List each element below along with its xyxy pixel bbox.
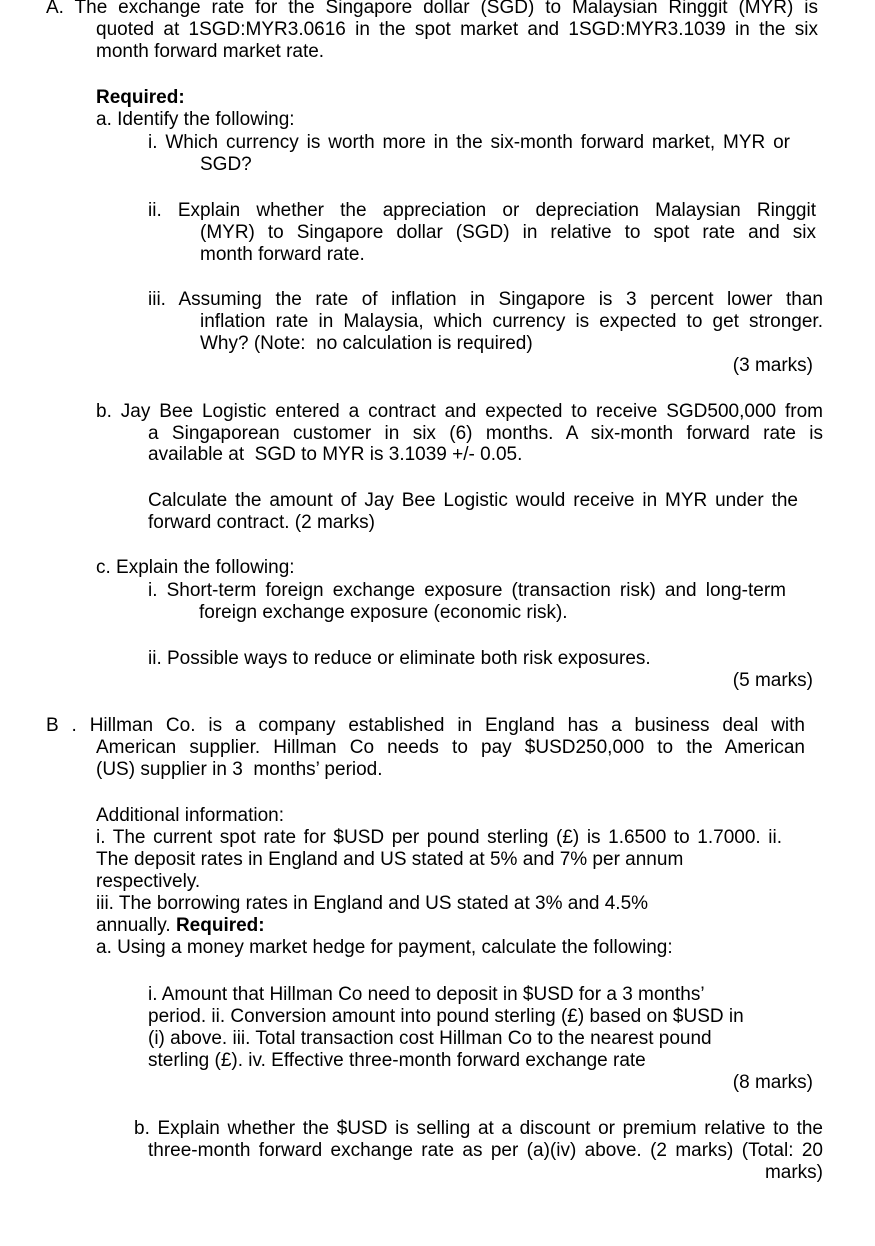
part-b-b-line2: three-month forward exchange rate as per (a)(iv) above. (2 marks) (Total: 20 xyxy=(148,1140,823,1161)
part-b-a-intro: a. Using a money market hedge for payment, calculate the following: xyxy=(96,937,673,958)
part-c-marks: (5 marks) xyxy=(732,670,813,691)
part-a-ii-line1: ii. Explain whether the appreciation or depreciation Malaysian Ringgit xyxy=(148,200,816,221)
part-b-a-line2: period. ii. Conversion amount into pound sterling (£) based on $USD in xyxy=(148,1006,744,1027)
part-b-line1: b. Jay Bee Logistic entered a contract and expected to receive SGD500,000 from xyxy=(96,401,823,422)
part-a-i-line2: SGD? xyxy=(200,154,252,175)
part-a-ii-line3: month forward rate. xyxy=(200,244,365,265)
info-line5 xyxy=(96,915,265,937)
part-a-iii-line3: Why? (Note: no calculation is required) xyxy=(200,333,533,354)
section-a-heading-line2: quoted at 1SGD:MYR3.0616 in the spot market and 1SGD:MYR3.1039 in the six xyxy=(96,19,818,40)
info-line4: iii. The borrowing rates in England and US stated at 3% and 4.5% xyxy=(96,893,649,914)
part-b-b-line3: marks) xyxy=(764,1162,823,1183)
section-b-heading-line2: American supplier. Hillman Co needs to pay $USD250,000 to the American xyxy=(96,737,805,758)
info-line2: The deposit rates in England and US stated at 5% and 7% per annum xyxy=(96,849,684,870)
part-b-a-marks: (8 marks) xyxy=(732,1072,813,1093)
part-a-iii-line2: inflation rate in Malaysia, which currency is expected to get stronger. xyxy=(200,311,823,332)
section-b-heading-line1: B . Hillman Co. is a company established in England has a business deal with xyxy=(46,715,805,736)
part-a-intro: a. Identify the following: xyxy=(96,109,295,130)
part-c-i-line2: foreign exchange exposure (economic risk). xyxy=(199,602,568,623)
part-b-b-line1: b. Explain whether the $USD is selling at a discount or premium relative to the xyxy=(134,1118,823,1139)
info-line5-text: annually. xyxy=(96,915,176,936)
part-c-ii-line1: ii. Possible ways to reduce or eliminate both risk exposures. xyxy=(148,648,651,669)
part-b-line2: a Singaporean customer in six (6) months. A six-month forward rate is xyxy=(148,423,823,444)
part-a-iii-line1: iii. Assuming the rate of inflation in Singapore is 3 percent lower than xyxy=(148,289,823,310)
section-a-heading-line3: month forward market rate. xyxy=(96,41,325,62)
part-b-a-line4: sterling (£). iv. Effective three-month forward exchange rate xyxy=(148,1050,646,1071)
part-b-calc-line2: forward contract. (2 marks) xyxy=(148,512,375,533)
part-b-line3: available at SGD to MYR is 3.1039 +/- 0.05. xyxy=(148,444,523,465)
section-b-required-label: Required: xyxy=(175,915,265,936)
section-b-heading-line3: (US) supplier in 3 months’ period. xyxy=(96,759,383,780)
part-b-calc-line1: Calculate the amount of Jay Bee Logistic would receive in MYR under the xyxy=(148,490,798,511)
part-a-i-line1: i. Which currency is worth more in the six-month forward market, MYR or xyxy=(148,132,790,153)
additional-info-label: Additional information: xyxy=(96,805,284,826)
part-c-intro: c. Explain the following: xyxy=(96,557,295,578)
section-a-heading-line1: A. The exchange rate for the Singapore dollar (SGD) to Malaysian Ringgit (MYR) is xyxy=(46,0,818,18)
info-line1: i. The current spot rate for $USD per pound sterling (£) is 1.6500 to 1.7000. ii. xyxy=(96,827,782,848)
part-a-marks: (3 marks) xyxy=(732,355,813,376)
section-a-required-label: Required: xyxy=(96,87,185,108)
part-b-a-line1: i. Amount that Hillman Co need to deposit in $USD for a 3 months’ xyxy=(148,984,705,1005)
info-line3: respectively. xyxy=(96,871,201,892)
part-c-i-line1: i. Short-term foreign exchange exposure (transaction risk) and long-term xyxy=(148,580,786,601)
part-a-ii-line2: (MYR) to Singapore dollar (SGD) in relative to spot rate and six xyxy=(200,222,816,243)
part-b-a-line3: (i) above. iii. Total transaction cost Hillman Co to the nearest pound xyxy=(148,1028,712,1049)
